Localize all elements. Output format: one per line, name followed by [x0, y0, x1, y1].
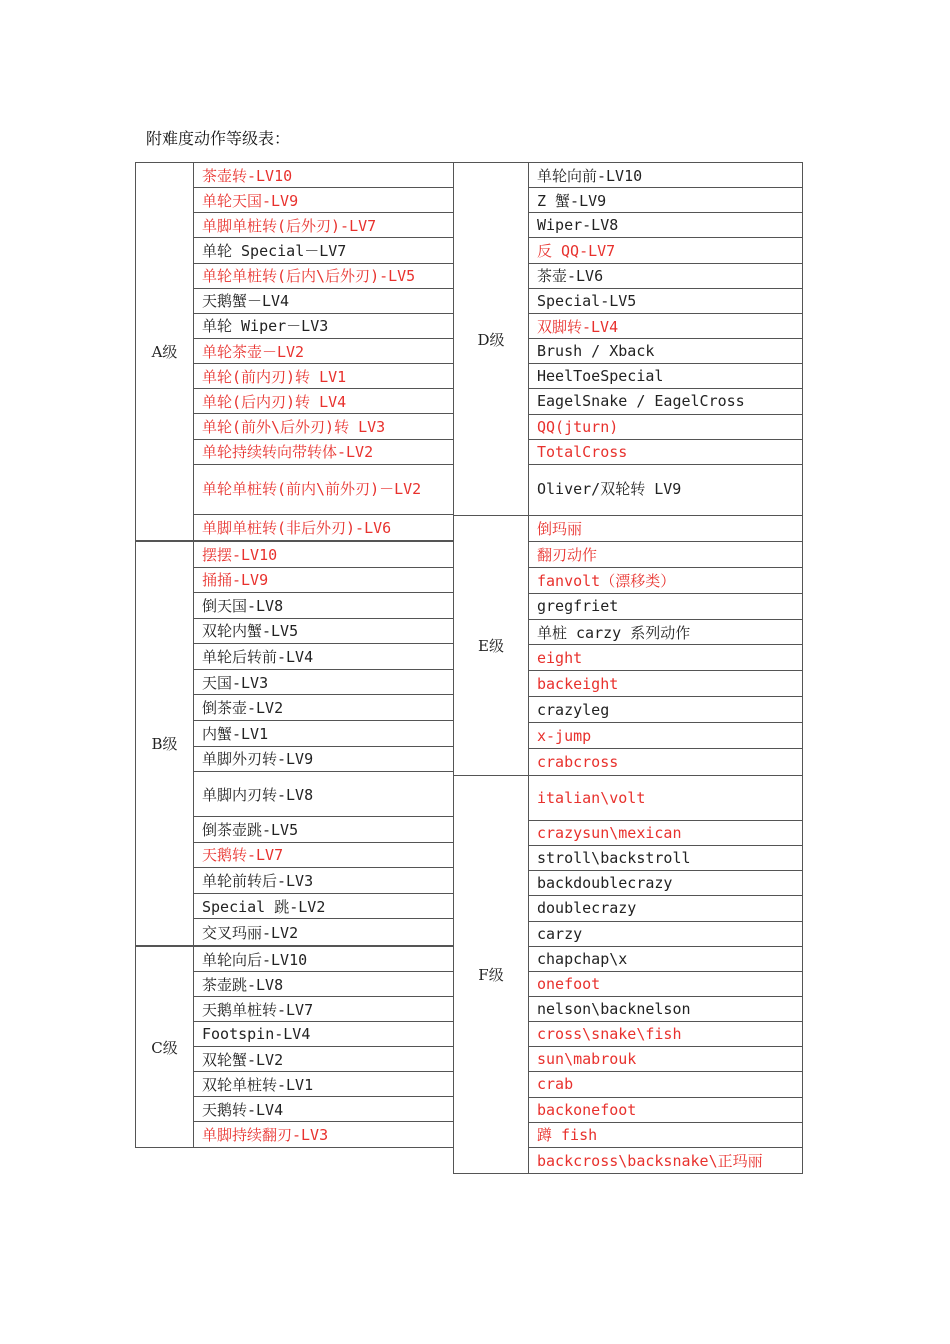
- table-row: 茶壶跳-LV8: [194, 972, 453, 997]
- table-row: crazyleg: [529, 697, 802, 723]
- table-row: backdoublecrazy: [529, 871, 802, 896]
- table-row: 翻刃动作: [529, 542, 802, 568]
- group-f-label: F级: [454, 776, 529, 1173]
- table-row: backonefoot: [529, 1098, 802, 1123]
- table-row: QQ(jturn): [529, 415, 802, 440]
- table-row: Brush / Xback: [529, 339, 802, 364]
- table-row: 双轮单桩转-LV1: [194, 1072, 453, 1097]
- table-row: x-jump: [529, 723, 802, 749]
- table-row: Special-LV5: [529, 289, 802, 314]
- table-row: 单脚单桩转(非后外刃)-LV6: [202, 518, 392, 537]
- table-row: 倒茶壶-LV2: [194, 695, 453, 721]
- table-row: 单脚持续翻刃-LV3: [202, 1126, 329, 1144]
- table-row: Oliver/双轮转 LV9: [537, 480, 682, 499]
- table-row: 茶壶-LV6: [529, 264, 802, 289]
- table-row: chapchap\x: [529, 947, 802, 972]
- table-row: 天鹅转-LV7: [194, 843, 453, 869]
- table-row: nelson\backnelson: [529, 997, 802, 1022]
- group-b-rows: [194, 542, 453, 945]
- table-row: stroll\backstroll: [529, 846, 802, 871]
- table-row: 双轮蟹-LV2: [194, 1047, 453, 1072]
- table-row: 双轮内蟹-LV5: [194, 619, 453, 645]
- table-row: 单轮后转前-LV4: [194, 644, 453, 670]
- group-d-rows: [529, 163, 802, 515]
- table-row: 倒天国-LV8: [194, 593, 453, 619]
- table-row: eight: [529, 645, 802, 671]
- table-row: 单桩 carzy 系列动作: [529, 620, 802, 646]
- table-row: 单脚外刃转-LV9: [194, 747, 453, 773]
- group-c: [135, 946, 454, 1148]
- group-f: [453, 775, 803, 1174]
- table-row: gregfriet: [529, 594, 802, 620]
- table-row: 单轮(前外\后外刃)转 LV3: [194, 414, 453, 439]
- table-row: 单轮 Special－LV7: [194, 238, 453, 263]
- group-f-rows: [529, 776, 802, 1173]
- group-c-rows: [194, 947, 453, 1147]
- table-row: crazysun\mexican: [529, 821, 802, 846]
- table-row: 内蟹-LV1: [194, 721, 453, 747]
- table-row: Special 跳-LV2: [194, 894, 453, 920]
- table-row: backeight: [529, 671, 802, 697]
- table-row: 反 QQ-LV7: [529, 238, 802, 263]
- group-d: [453, 162, 803, 516]
- table-row: fanvolt（漂移类）: [529, 568, 802, 594]
- table-row: 单轮天国-LV9: [194, 188, 453, 213]
- table-row: 单轮单桩转(前内\前外刃)－LV2: [194, 465, 453, 515]
- table-row: 单轮向前-LV10: [529, 163, 802, 188]
- table-row: 蹲 fish: [529, 1123, 802, 1148]
- group-a-label: A级: [136, 163, 194, 540]
- group-a: [135, 162, 454, 541]
- table-row: 天鹅转-LV4: [194, 1097, 453, 1122]
- table-row: carzy: [529, 922, 802, 947]
- table-row: TotalCross: [529, 440, 802, 465]
- table-row: italian\volt: [529, 776, 802, 821]
- page-title: 附难度动作等级表：: [146, 129, 291, 148]
- table-row: Footspin-LV4: [194, 1022, 453, 1047]
- table-row: 交叉玛丽-LV2: [202, 923, 299, 942]
- table-row: backcross\backsnake\正玛丽: [537, 1151, 763, 1170]
- table-row: crabcross: [537, 752, 619, 771]
- table-row: HeelToeSpecial: [529, 364, 802, 389]
- table-row: 单轮(后内刃)转 LV4: [194, 389, 453, 414]
- table-row: 单轮持续转向带转体-LV2: [194, 440, 453, 465]
- table-row: 倒玛丽: [529, 516, 802, 542]
- table-row: 倒茶壶跳-LV5: [194, 817, 453, 843]
- table-row: 单脚内刃转-LV8: [194, 772, 453, 817]
- group-c-label: C级: [136, 947, 194, 1147]
- table-row: EagelSnake / EagelCross: [529, 389, 802, 414]
- table-row: Z 蟹-LV9: [529, 188, 802, 213]
- table-row: sun\mabrouk: [529, 1047, 802, 1072]
- table-row: 捅捅-LV9: [194, 568, 453, 594]
- group-e-rows: [529, 516, 802, 775]
- table-row: doublecrazy: [529, 896, 802, 921]
- table-row: 茶壶转-LV10: [194, 163, 453, 188]
- table-row: 单脚单桩转(后外刃)-LV7: [194, 213, 453, 238]
- table-row: 天鹅蟹－LV4: [194, 289, 453, 314]
- table-row: 单轮(前内刃)转 LV1: [194, 364, 453, 389]
- table-row: 单轮向后-LV10: [194, 947, 453, 972]
- group-b: [135, 541, 454, 946]
- table-row: 单轮单桩转(后内\后外刃)-LV5: [194, 264, 453, 289]
- table-row: crab: [529, 1072, 802, 1097]
- table-row: 天鹅单桩转-LV7: [194, 997, 453, 1022]
- group-e-label: E级: [454, 516, 529, 775]
- table-row: 双脚转-LV4: [529, 314, 802, 339]
- table-row: Wiper-LV8: [529, 213, 802, 238]
- group-b-label: B级: [136, 542, 194, 945]
- table-row: 单轮 Wiper－LV3: [194, 314, 453, 339]
- table-row: 天国-LV3: [194, 670, 453, 696]
- table-row: cross\snake\fish: [529, 1022, 802, 1047]
- group-a-rows: [194, 163, 453, 540]
- table-row: 单轮茶壶－LV2: [194, 339, 453, 364]
- group-d-label: D级: [454, 163, 529, 515]
- table-row: 摆摆-LV10: [194, 542, 453, 568]
- table-row: 单轮前转后-LV3: [194, 868, 453, 894]
- table-row: onefoot: [529, 972, 802, 997]
- group-e: [453, 515, 803, 776]
